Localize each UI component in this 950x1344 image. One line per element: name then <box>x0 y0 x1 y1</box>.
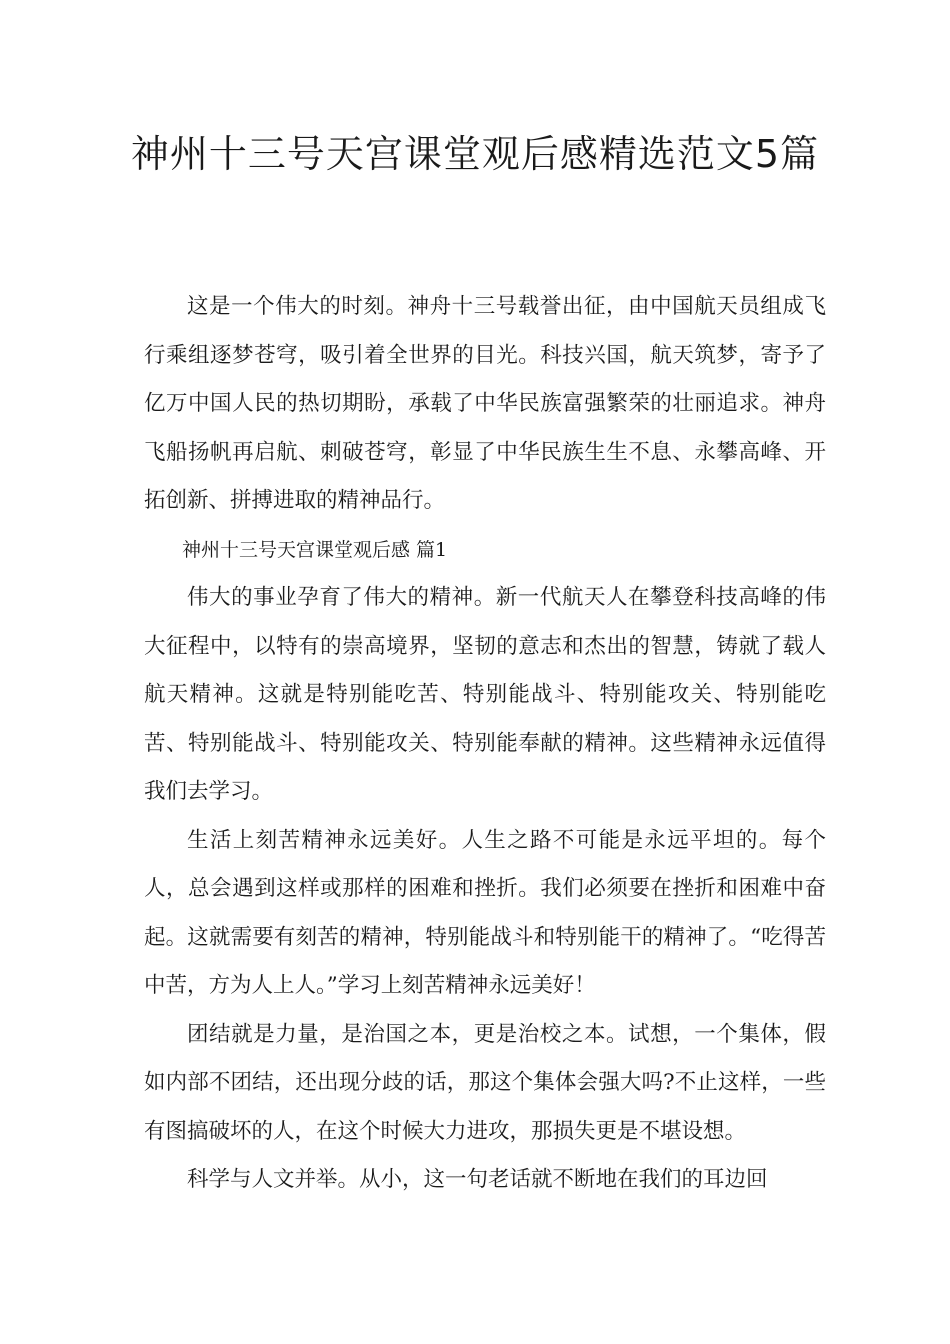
paragraph: 伟大的事业孕育了伟大的精神。新一代航天人在攀登科技高峰的伟大征程中，以特有的崇高境界，坚韧的意志和杰出的智慧，铸就了载人航天精神。这就是特别能吃苦、特别能战斗、特别能攻关、特别能吃苦、特别能战斗、特别能攻关、特别能奉献的精神。这些精神永远值得我们去学习。 <box>144 585 826 804</box>
document-title: 神州十三号天宫课堂观后感精选范文5篇 <box>130 132 820 176</box>
section-heading: 神州十三号天宫课堂观后感 篇1 <box>182 538 448 561</box>
document-body <box>144 283 826 1205</box>
paragraph: 生活上刻苦精神永远美好。人生之路不可能是永远平坦的。每个人，总会遇到这样或那样的困难和挫折。我们必须要在挫折和困难中奋起。这就需要有刻苦的精神，特别能战斗和特别能干的精神了。“吃得苦中苦，方为人上人。”学习上刻苦精神永远美好！ <box>144 827 826 998</box>
paragraph-intro: 这是一个伟大的时刻。神舟十三号载誉出征，由中国航天员组成飞行乘组逐梦苍穹，吸引着全世界的目光。科技兴国，航天筑梦，寄予了亿万中国人民的热切期盼，承载了中华民族富强繁荣的壮丽追求。神舟飞船扬帆再启航、刺破苍穹，彰显了中华民族生生不息、永攀高峰、开拓创新、拼搏进取的精神品行。 <box>144 294 826 513</box>
paragraph: 科学与人文并举。从小，这一句老话就不断地在我们的耳边回 <box>187 1167 768 1192</box>
paragraph: 团结就是力量，是治国之本，更是治校之本。试想，一个集体，假如内部不团结，还出现分歧的话，那这个集体会强大吗?不止这样，一些有图搞破坏的人，在这个时候大力进攻，那损失更是不堪设想。 <box>144 1021 826 1144</box>
